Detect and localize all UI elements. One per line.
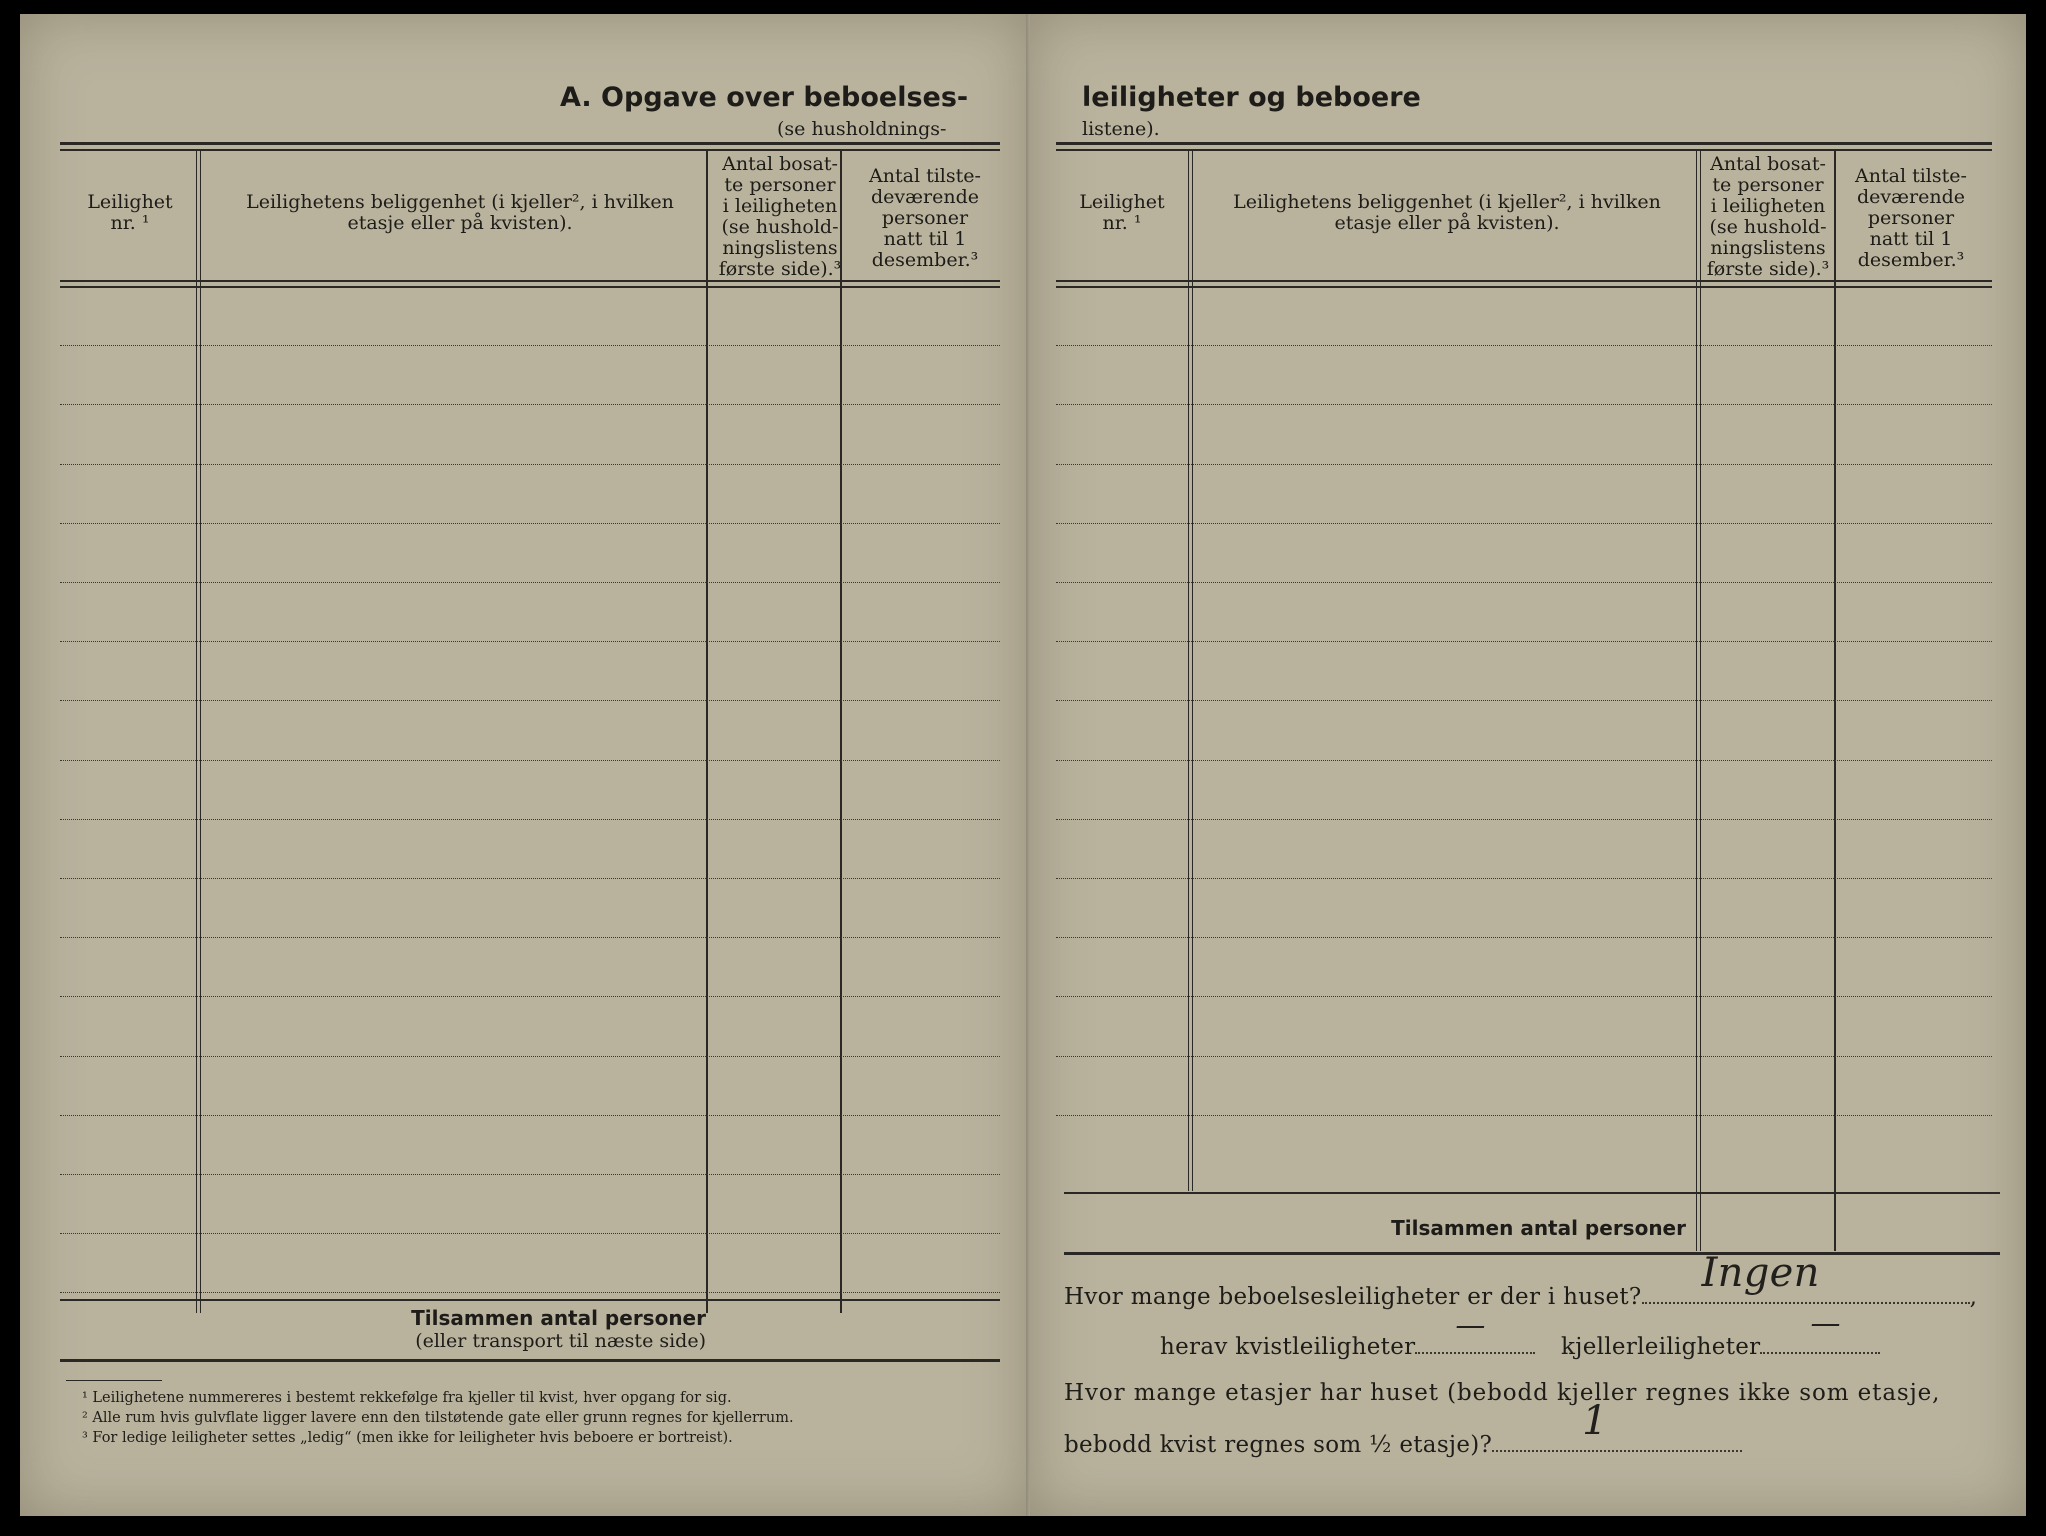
rule — [60, 142, 1000, 145]
footnotes — [82, 1388, 794, 1448]
rule — [60, 1299, 1000, 1301]
footnote-1: ¹ Leilighetene nummereres i bestemt rekkefølge fra kjeller til kvist, hver opgang for sig. — [82, 1390, 732, 1406]
question-attic-basement: herav kvistleiligheter — kjellerleiligheter — — [1160, 1330, 1880, 1360]
table-row-rule — [1056, 641, 1992, 642]
right-subtitle: listene). — [1082, 118, 1160, 140]
column-divider — [196, 149, 201, 1313]
left-col-header-1: Leilighet nr. ¹ — [87, 191, 173, 234]
table-row-rule — [60, 996, 1000, 997]
rule — [1064, 1252, 2000, 1255]
handwritten-answer-dwellings: Ingen — [1701, 1250, 1820, 1296]
rule — [60, 280, 1000, 282]
table-row-rule — [60, 1174, 1000, 1175]
table-row-rule — [1056, 523, 1992, 524]
left-title: A. Opgave over beboelses- — [560, 82, 969, 113]
table-row-rule — [60, 700, 1000, 701]
table-row-rule — [1056, 1115, 1992, 1116]
left-col-header-3: Antal bosat- te personer i leiligheten (se hushold- ningslistens første side).³ — [718, 153, 842, 280]
left-col-header-4: Antal tilste- deværende personer natt til 1 desember.³ — [869, 165, 981, 271]
right-col-header-4: Antal tilste- deværende personer natt til 1 desember.³ — [1855, 165, 1967, 271]
table-row-rule — [60, 1056, 1000, 1057]
right-col-header-1: Leilighet nr. ¹ — [1079, 191, 1165, 234]
rule — [1056, 149, 1992, 151]
table-row-rule — [1056, 996, 1992, 997]
rule — [1056, 142, 1992, 145]
footnote-2: ² Alle rum hvis gulvflate ligger lavere enn den tilstøtende gate eller grunn regnes for kjellerrum. — [82, 1410, 794, 1426]
table-row-rule — [60, 641, 1000, 642]
table-row-rule — [1056, 937, 1992, 938]
table-row-rule — [60, 404, 1000, 405]
table-row-rule — [1056, 345, 1992, 346]
table-row-rule — [60, 760, 1000, 761]
table-row-rule — [1056, 404, 1992, 405]
handwritten-answer-basement: — — [1810, 1306, 1841, 1341]
answer-field-basement[interactable] — [1760, 1306, 1880, 1354]
rule — [60, 1359, 1000, 1362]
rule — [60, 286, 1000, 288]
left-total-label: Tilsammen antal personer — [411, 1306, 706, 1330]
right-page — [1030, 14, 2026, 1516]
rule — [60, 149, 1000, 151]
question-floors-line-1: Hvor mange etasjer har huset (bebodd kjeller regnes ikke som etasje, — [1064, 1380, 1941, 1406]
column-divider — [706, 149, 708, 1313]
left-col-header-2: Leilighetens beliggenhet (i kjeller², i hvilken etasje eller på kvisten). — [246, 191, 674, 234]
table-row-rule — [60, 464, 1000, 465]
handwritten-answer-attic: — — [1455, 1308, 1486, 1343]
rule — [1056, 286, 1992, 288]
table-row-rule — [60, 1233, 1000, 1234]
table-row-rule — [1056, 760, 1992, 761]
table-row-rule — [1056, 1056, 1992, 1057]
right-col-header-3: Antal bosat- te personer i leiligheten (se hushold- ningslistens første side).³ — [1706, 153, 1830, 280]
table-row-rule — [1056, 582, 1992, 583]
answer-field-dwellings[interactable] — [1642, 1250, 1970, 1304]
left-page — [20, 14, 1028, 1516]
question-floors-line-2: bebodd kvist regnes som ½ etasje)? 1 — [1064, 1428, 1742, 1458]
table-row-rule — [60, 523, 1000, 524]
question-dwellings: Hvor mange beboelsesleiligheter er der i huset? Ingen , — [1064, 1250, 1978, 1310]
rule — [1064, 1192, 2000, 1194]
table-row-rule — [60, 878, 1000, 879]
answer-field-attic[interactable] — [1415, 1308, 1535, 1354]
table-row-rule — [1056, 700, 1992, 701]
table-row-rule — [60, 1292, 1000, 1293]
left-total-sub: (eller transport til næste side) — [415, 1330, 706, 1352]
handwritten-answer-floors: 1 — [1582, 1398, 1608, 1444]
table-row-rule — [60, 937, 1000, 938]
right-total-label: Tilsammen antal personer — [1391, 1216, 1686, 1240]
table-row-rule — [1056, 878, 1992, 879]
right-col-header-2: Leilighetens beliggenhet (i kjeller², i hvilken etasje eller på kvisten). — [1233, 191, 1661, 234]
footnote-3: ³ For ledige leiligheter settes „ledig“ (men ikke for leiligheter hvis beboere er bortreist). — [82, 1430, 733, 1446]
rule — [1056, 280, 1992, 282]
table-row-rule — [60, 819, 1000, 820]
table-row-rule — [60, 1115, 1000, 1116]
left-subtitle: (se husholdnings- — [777, 118, 947, 140]
right-title: leiligheter og beboere — [1082, 82, 1421, 113]
footnote-rule — [66, 1380, 162, 1381]
answer-field-floors[interactable] — [1492, 1398, 1742, 1452]
column-divider — [1188, 149, 1193, 1191]
table-row-rule — [1056, 464, 1992, 465]
table-row-rule — [60, 345, 1000, 346]
table-row-rule — [60, 582, 1000, 583]
column-divider — [840, 149, 842, 1313]
table-row-rule — [1056, 819, 1992, 820]
